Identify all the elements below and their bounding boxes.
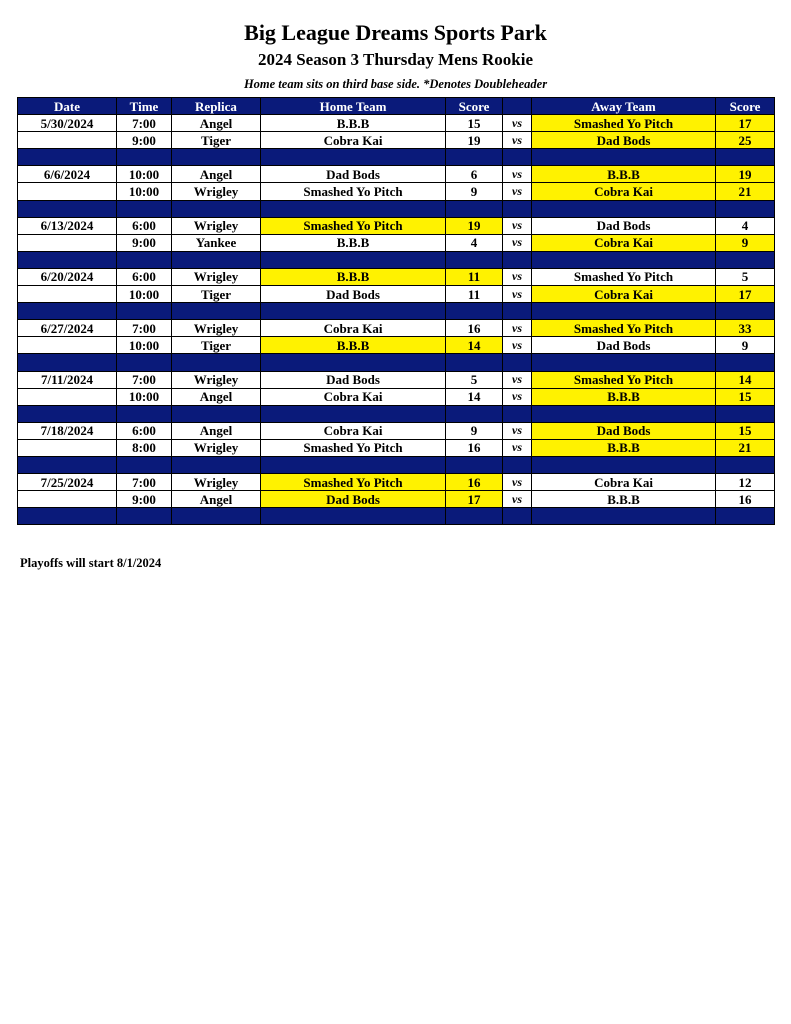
vs-label: vs — [503, 491, 532, 508]
vs-label: vs — [503, 422, 532, 439]
game-replica: Tiger — [172, 286, 261, 303]
separator-cell — [532, 251, 716, 268]
game-row — [18, 320, 775, 337]
away-team: Smashed Yo Pitch — [532, 115, 716, 132]
away-score: 9 — [716, 234, 775, 251]
game-row — [18, 132, 775, 149]
separator-cell — [503, 508, 532, 525]
separator-cell — [18, 149, 117, 166]
away-team: Dad Bods — [532, 422, 716, 439]
separator-cell — [446, 456, 503, 473]
game-time: 10:00 — [117, 388, 172, 405]
home-score: 4 — [446, 234, 503, 251]
home-team: Smashed Yo Pitch — [261, 183, 446, 200]
home-team-note: Home team sits on third base side. *Denotes Doubleheader — [243, 77, 548, 91]
away-score: 15 — [716, 388, 775, 405]
separator-cell — [532, 508, 716, 525]
separator-cell — [532, 405, 716, 422]
separator-cell — [532, 456, 716, 473]
home-team: Cobra Kai — [261, 422, 446, 439]
away-team: B.B.B — [532, 439, 716, 456]
away-score: 33 — [716, 320, 775, 337]
separator-cell — [503, 405, 532, 422]
away-team: B.B.B — [532, 166, 716, 183]
header-home-team: Home Team — [261, 98, 446, 115]
separator-cell — [117, 508, 172, 525]
header-replica: Replica — [172, 98, 261, 115]
vs-label: vs — [503, 337, 532, 354]
game-time: 8:00 — [117, 439, 172, 456]
home-team: Cobra Kai — [261, 320, 446, 337]
separator-cell — [117, 405, 172, 422]
separator-cell — [172, 149, 261, 166]
separator-cell — [503, 200, 532, 217]
away-team: Cobra Kai — [532, 183, 716, 200]
vs-label: vs — [503, 268, 532, 285]
home-team: B.B.B — [261, 268, 446, 285]
game-row — [18, 268, 775, 285]
week-separator-row — [18, 200, 775, 217]
game-replica: Wrigley — [172, 268, 261, 285]
away-score: 15 — [716, 422, 775, 439]
separator-cell — [18, 405, 117, 422]
away-team: Dad Bods — [532, 132, 716, 149]
header-vs — [503, 98, 532, 115]
home-score: 6 — [446, 166, 503, 183]
separator-cell — [446, 508, 503, 525]
game-replica: Angel — [172, 115, 261, 132]
separator-cell — [117, 456, 172, 473]
header-away-team: Away Team — [532, 98, 716, 115]
game-date: 6/13/2024 — [18, 217, 117, 234]
game-date: 6/20/2024 — [18, 268, 117, 285]
game-time: 7:00 — [117, 474, 172, 491]
away-score: 19 — [716, 166, 775, 183]
home-score: 9 — [446, 183, 503, 200]
game-time: 6:00 — [117, 217, 172, 234]
separator-cell — [716, 456, 775, 473]
game-date — [18, 183, 117, 200]
game-row — [18, 491, 775, 508]
separator-cell — [261, 200, 446, 217]
game-row — [18, 439, 775, 456]
vs-label: vs — [503, 388, 532, 405]
playoffs-note: Playoffs will start 8/1/2024 — [20, 556, 162, 570]
home-score: 5 — [446, 371, 503, 388]
separator-cell — [532, 354, 716, 371]
header-date: Date — [18, 98, 117, 115]
separator-cell — [503, 456, 532, 473]
game-row — [18, 422, 775, 439]
home-score: 9 — [446, 422, 503, 439]
game-replica: Tiger — [172, 132, 261, 149]
separator-cell — [172, 508, 261, 525]
separator-cell — [503, 149, 532, 166]
schedule-table — [17, 97, 775, 525]
home-score: 15 — [446, 115, 503, 132]
week-separator-row — [18, 508, 775, 525]
game-time: 10:00 — [117, 183, 172, 200]
separator-cell — [117, 200, 172, 217]
away-team: Smashed Yo Pitch — [532, 371, 716, 388]
game-replica: Wrigley — [172, 217, 261, 234]
game-date: 6/27/2024 — [18, 320, 117, 337]
away-score: 25 — [716, 132, 775, 149]
home-score: 16 — [446, 439, 503, 456]
away-score: 4 — [716, 217, 775, 234]
home-team: B.B.B — [261, 234, 446, 251]
game-time: 9:00 — [117, 491, 172, 508]
separator-cell — [172, 405, 261, 422]
vs-label: vs — [503, 320, 532, 337]
home-score: 11 — [446, 286, 503, 303]
game-date: 5/30/2024 — [18, 115, 117, 132]
game-time: 10:00 — [117, 166, 172, 183]
page-subtitle: 2024 Season 3 Thursday Mens Rookie — [257, 50, 534, 69]
game-replica: Angel — [172, 388, 261, 405]
separator-cell — [261, 251, 446, 268]
game-row — [18, 371, 775, 388]
separator-cell — [446, 149, 503, 166]
separator-cell — [117, 354, 172, 371]
week-separator-row — [18, 456, 775, 473]
game-date — [18, 234, 117, 251]
vs-label: vs — [503, 286, 532, 303]
game-replica: Angel — [172, 166, 261, 183]
away-team: Dad Bods — [532, 337, 716, 354]
header-home-score: Score — [446, 98, 503, 115]
game-row — [18, 115, 775, 132]
away-score: 21 — [716, 439, 775, 456]
game-row — [18, 183, 775, 200]
game-row — [18, 166, 775, 183]
away-team: Cobra Kai — [532, 474, 716, 491]
vs-label: vs — [503, 115, 532, 132]
game-time: 7:00 — [117, 320, 172, 337]
home-score: 16 — [446, 474, 503, 491]
game-date — [18, 491, 117, 508]
week-separator-row — [18, 354, 775, 371]
separator-cell — [172, 456, 261, 473]
home-score: 17 — [446, 491, 503, 508]
separator-cell — [172, 200, 261, 217]
game-date — [18, 132, 117, 149]
game-replica: Tiger — [172, 337, 261, 354]
away-team: Smashed Yo Pitch — [532, 268, 716, 285]
home-team: Smashed Yo Pitch — [261, 217, 446, 234]
separator-cell — [503, 251, 532, 268]
game-row — [18, 286, 775, 303]
separator-cell — [18, 200, 117, 217]
away-team: B.B.B — [532, 491, 716, 508]
home-score: 19 — [446, 217, 503, 234]
vs-label: vs — [503, 439, 532, 456]
separator-cell — [261, 354, 446, 371]
separator-cell — [503, 303, 532, 320]
game-replica: Wrigley — [172, 371, 261, 388]
separator-cell — [446, 303, 503, 320]
separator-cell — [716, 200, 775, 217]
separator-cell — [18, 303, 117, 320]
separator-cell — [261, 456, 446, 473]
separator-cell — [446, 405, 503, 422]
separator-cell — [532, 200, 716, 217]
separator-cell — [716, 149, 775, 166]
game-date — [18, 337, 117, 354]
separator-cell — [261, 149, 446, 166]
vs-label: vs — [503, 234, 532, 251]
game-replica: Wrigley — [172, 320, 261, 337]
away-score: 12 — [716, 474, 775, 491]
home-team: Dad Bods — [261, 491, 446, 508]
week-separator-row — [18, 303, 775, 320]
game-replica: Wrigley — [172, 183, 261, 200]
separator-cell — [117, 303, 172, 320]
schedule-body — [18, 115, 775, 525]
game-row — [18, 234, 775, 251]
week-separator-row — [18, 251, 775, 268]
separator-cell — [172, 251, 261, 268]
separator-cell — [716, 303, 775, 320]
vs-label: vs — [503, 132, 532, 149]
game-time: 10:00 — [117, 286, 172, 303]
away-score: 14 — [716, 371, 775, 388]
separator-cell — [18, 508, 117, 525]
separator-cell — [172, 303, 261, 320]
separator-cell — [261, 508, 446, 525]
vs-label: vs — [503, 371, 532, 388]
separator-cell — [716, 354, 775, 371]
game-time: 9:00 — [117, 234, 172, 251]
separator-cell — [532, 149, 716, 166]
vs-label: vs — [503, 166, 532, 183]
game-time: 7:00 — [117, 115, 172, 132]
game-time: 10:00 — [117, 337, 172, 354]
week-separator-row — [18, 405, 775, 422]
separator-cell — [446, 251, 503, 268]
separator-cell — [716, 508, 775, 525]
separator-cell — [18, 354, 117, 371]
game-replica: Angel — [172, 422, 261, 439]
game-time: 6:00 — [117, 422, 172, 439]
away-score: 5 — [716, 268, 775, 285]
game-replica: Wrigley — [172, 439, 261, 456]
home-team: Smashed Yo Pitch — [261, 439, 446, 456]
home-team: B.B.B — [261, 115, 446, 132]
home-score: 19 — [446, 132, 503, 149]
game-row — [18, 388, 775, 405]
away-score: 9 — [716, 337, 775, 354]
game-date: 7/18/2024 — [18, 422, 117, 439]
header-time: Time — [117, 98, 172, 115]
home-team: B.B.B — [261, 337, 446, 354]
home-score: 14 — [446, 337, 503, 354]
separator-cell — [117, 251, 172, 268]
away-score: 21 — [716, 183, 775, 200]
separator-cell — [172, 354, 261, 371]
separator-cell — [18, 251, 117, 268]
separator-cell — [716, 251, 775, 268]
game-time: 7:00 — [117, 371, 172, 388]
game-replica: Yankee — [172, 234, 261, 251]
away-score: 17 — [716, 115, 775, 132]
vs-label: vs — [503, 474, 532, 491]
separator-cell — [446, 200, 503, 217]
separator-cell — [532, 303, 716, 320]
header-away-score: Score — [716, 98, 775, 115]
home-team: Dad Bods — [261, 166, 446, 183]
home-score: 14 — [446, 388, 503, 405]
home-team: Dad Bods — [261, 371, 446, 388]
week-separator-row — [18, 149, 775, 166]
vs-label: vs — [503, 183, 532, 200]
game-date — [18, 388, 117, 405]
separator-cell — [446, 354, 503, 371]
home-score: 11 — [446, 268, 503, 285]
game-time: 9:00 — [117, 132, 172, 149]
separator-cell — [716, 405, 775, 422]
header-row — [18, 98, 775, 115]
home-team: Smashed Yo Pitch — [261, 474, 446, 491]
vs-label: vs — [503, 217, 532, 234]
separator-cell — [117, 149, 172, 166]
away-team: B.B.B — [532, 388, 716, 405]
home-team: Cobra Kai — [261, 132, 446, 149]
away-team: Dad Bods — [532, 217, 716, 234]
game-date: 7/11/2024 — [18, 371, 117, 388]
game-date: 6/6/2024 — [18, 166, 117, 183]
home-team: Dad Bods — [261, 286, 446, 303]
away-team: Smashed Yo Pitch — [532, 320, 716, 337]
game-time: 6:00 — [117, 268, 172, 285]
away-team: Cobra Kai — [532, 234, 716, 251]
game-date — [18, 439, 117, 456]
separator-cell — [503, 354, 532, 371]
separator-cell — [261, 405, 446, 422]
away-team: Cobra Kai — [532, 286, 716, 303]
separator-cell — [261, 303, 446, 320]
game-row — [18, 337, 775, 354]
page-title: Big League Dreams Sports Park — [244, 20, 547, 45]
game-row — [18, 217, 775, 234]
home-score: 16 — [446, 320, 503, 337]
game-replica: Angel — [172, 491, 261, 508]
away-score: 16 — [716, 491, 775, 508]
game-replica: Wrigley — [172, 474, 261, 491]
game-date: 7/25/2024 — [18, 474, 117, 491]
separator-cell — [18, 456, 117, 473]
away-score: 17 — [716, 286, 775, 303]
game-date — [18, 286, 117, 303]
game-row — [18, 474, 775, 491]
home-team: Cobra Kai — [261, 388, 446, 405]
